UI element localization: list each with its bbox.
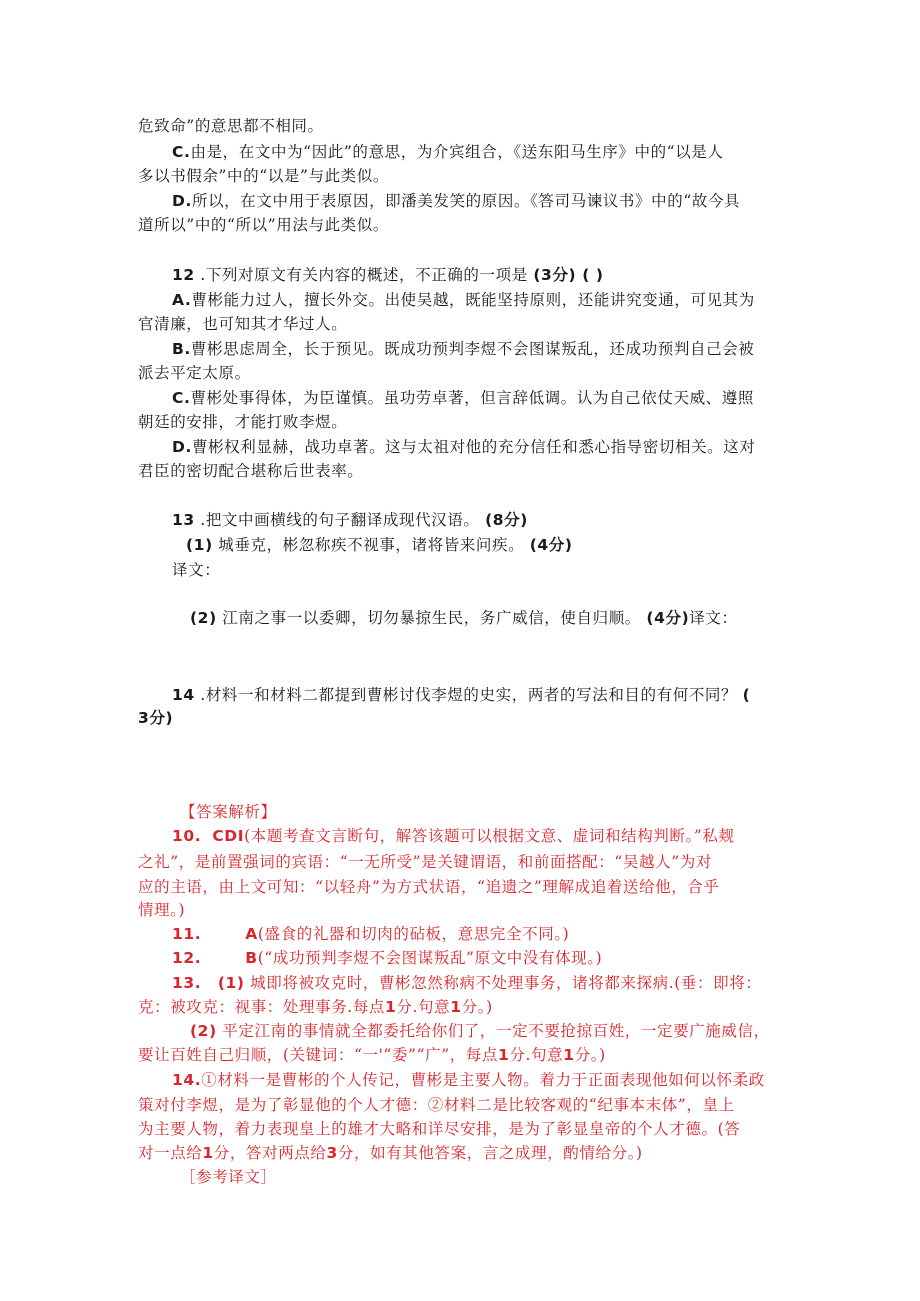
reference-translation-label [180,1166,277,1188]
q13-sentence-2 [190,607,738,629]
text: 曹彬能力过人，擅长外交。出使吴越，既能坚持原则，还能讲究变通，可见其为 [191,291,755,309]
answer-10-cont [138,876,720,898]
text: 曹彬思虑周全，长于预见。既成功预判李煜不会图谋叛乱，还成功预判自己会被 [190,340,755,358]
text: 道所以”中的“所以”用法与此类似。 [138,216,389,234]
answer-number: 14. [172,1071,202,1089]
q14-score [138,707,173,729]
q12-option-d [172,436,755,458]
question-text: .把文中画横线的句子翻译成现代汉语。 [194,511,486,529]
question-score-open: ( [742,686,751,704]
q12-option-c-cont [138,411,347,433]
sub-label: (2) [190,1022,217,1040]
q11-option-c [172,141,724,163]
text: 曹彬权利显赫，战功卓著。这与太祖对他的充分信任和悉心指导密切相关。这对 [191,438,756,456]
answer-13-cont [138,996,493,1018]
text: 分.句意 [396,998,451,1016]
answer-number: 12. [172,949,202,967]
q12-option-a [172,289,755,311]
option-label: A. [172,291,192,309]
answer-number: 11. [172,925,202,943]
answer-heading [180,801,277,823]
sub-label: (1) [217,974,245,992]
question-score: (3分) [533,266,577,284]
answer-14-cont [138,1118,740,1140]
points: 1 [202,1144,214,1162]
sub-score: (4分) [529,536,573,554]
q12-option-a-cont [138,313,347,335]
q14-stem [172,684,750,706]
question-score: (8分) [485,511,528,529]
option-label: D. [172,438,192,456]
q11-option-d-cont [138,214,389,236]
question-number: 12 [172,266,195,284]
text: 对一点给 [138,1144,203,1162]
text: (本题考查文言断句，解答该题可以根据文意、虚词和结构判断。”私觌 [244,827,735,845]
answer-number: 10. [172,827,202,845]
sub-label: (2) [190,609,217,627]
heading-text: 【答案解析】 [180,803,277,821]
answer-key: B [245,949,258,967]
q13-sentence-1 [186,534,573,556]
text: 多以书假余”中的“以是”与此类似。 [138,167,389,185]
text: 城垂克，彬忽称疾不视事，诸将皆来问疾。 [212,536,530,554]
question-score: 3分) [138,709,174,727]
translate-label: 译文： [689,609,738,627]
q12-option-b [172,338,754,360]
answer-14-cont [138,1142,643,1164]
text: 分，如有其他答案，言之成理，酌情给分。) [337,1144,643,1162]
text: 应的主语，由上文可知：“以轻舟”为方式状语，“追遗之”理解成追着送给他，合乎 [138,878,720,896]
text: 分，答对两点给 [213,1144,327,1162]
question-number: 13 [172,511,195,529]
q11-d-tail [138,115,324,137]
text: 君臣的密切配合堪称后世表率。 [138,462,364,480]
text: 克：被攻克：视事：处理事务.每点 [138,998,386,1016]
answer-blank: ( ) [576,266,604,284]
translate-label: 译文： [172,561,221,579]
sub-score: (4分) [646,609,690,627]
text: 平定江南的事情就全都委托给你们了，一定不要抢掠百姓，一定要广施威信， [222,1022,770,1040]
answer-13-cont [138,1044,606,1066]
text: 分。) [461,998,493,1016]
answer-10-cont [138,899,185,921]
points: 1 [563,1046,575,1064]
text: 情理。) [138,901,186,919]
text: 城即将被攻克时，曹彬忽然称病不处理事务，诸将都来探病.(垂：即将： [250,974,762,992]
q13-translate-1 [172,559,220,581]
text: 要让百姓自己归顺，(关键词：“一'“委”“广”，每点 [138,1046,499,1064]
q12-option-c [172,387,754,409]
text: 江南之事一以委卿，切勿暴掠生民，务广威信，使自归顺。 [216,609,647,627]
heading-text: ［参考译文］ [180,1168,277,1186]
text: 之礼”，是前置强词的宾语：“一无所受”是关键谓语，和前面搭配：“吴越人”为对 [138,853,712,871]
answer-11 [172,923,569,945]
option-label: C. [172,143,191,161]
text: 分。) [574,1046,606,1064]
text: ①材料一是曹彬的个人传记，曹彬是主要人物。着力于正面表现他如何以怀柔政 [201,1071,765,1089]
answer-14 [172,1069,765,1091]
text: 危致命”的意思都不相同。 [138,117,324,135]
q11-option-c-cont [138,165,389,187]
sub-label: (1) [186,536,213,554]
q12-option-b-cont [138,362,251,384]
text: 曹彬处事得体，为臣谨慎。虽功劳卓著，但言辞低调。认为自己依仗天威、遵照 [190,389,754,407]
answer-14-cont [138,1094,735,1116]
answer-10-cont [138,851,712,873]
text: 策对付李煜，是为了彰显他的个人才德：②材料二是比较客观的“纪事本末体”，皇上 [138,1096,735,1114]
answer-12 [172,947,602,969]
points: 1 [498,1046,510,1064]
text: 为主要人物，着力表现皇上的雄才大略和详尽安排，是为了彰显皇帝的个人才德。(答 [138,1120,741,1138]
points: 1 [450,998,462,1016]
text: 所以，在文中用于表原因，即潘美发笑的原因。《答司马谏议书》中的“故今具 [191,192,741,210]
question-text: .下列对原文有关内容的概述，不正确的一项是 [194,266,534,284]
question-number: 14 [172,686,195,704]
text: 朝廷的安排，才能打败李煜。 [138,413,348,431]
text: 派去平定太原。 [138,364,251,382]
option-label: C. [172,389,191,407]
q12-stem [172,264,604,286]
option-label: D. [172,192,192,210]
answer-number: 13. [172,974,202,992]
points: 1 [385,998,397,1016]
question-text: .材料一和材料二都提到曹彬讨伐李煜的史实，两者的写法和目的有何不同？ [194,686,743,704]
answer-13 [172,972,761,994]
text: 官清廉，也可知其才华过人。 [138,315,348,333]
text: (盛食的礼器和切肉的砧板，意思完全不同。) [257,925,570,943]
answer-key: A [245,925,258,943]
answer-10 [172,825,735,847]
text: 由是，在文中为“因此”的意思，为介宾组合，《送东阳马生序》中的“以是人 [190,143,724,161]
text: (“成功预判李煜不会图谋叛乱”原文中没有体现。) [257,949,603,967]
answer-key: CDI [212,827,245,845]
q13-stem [172,509,528,531]
option-label: B. [172,340,191,358]
q12-option-d-cont [138,460,363,482]
q11-option-d [172,190,740,212]
answer-13-part-2 [190,1020,770,1042]
text: 分.句意 [509,1046,564,1064]
points: 3 [326,1144,338,1162]
